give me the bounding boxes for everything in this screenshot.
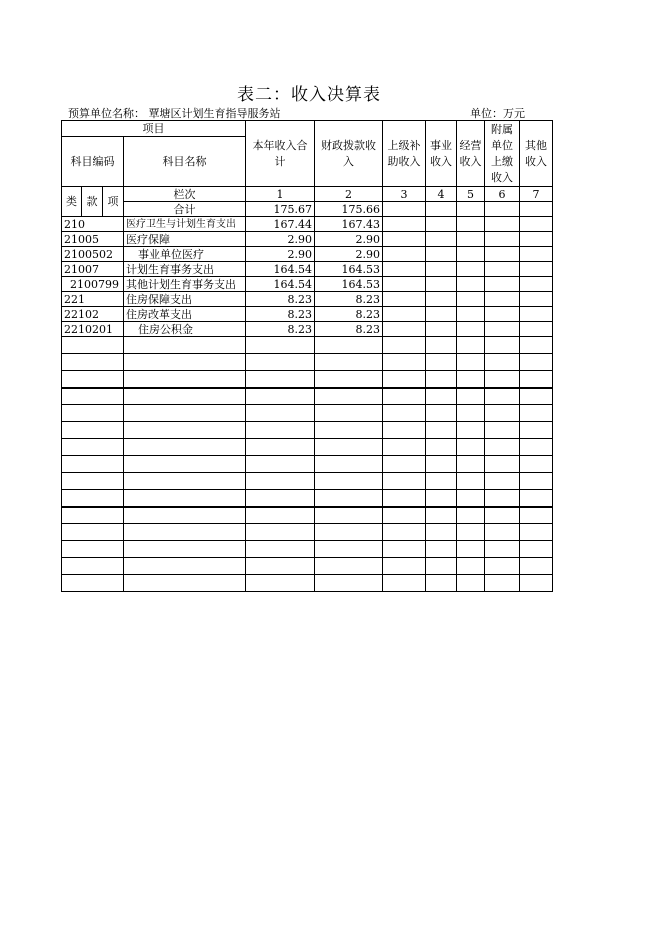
col-num-4: 4 (426, 187, 457, 202)
col-num-6: 6 (485, 187, 520, 202)
header-col1: 本年收入合计 (246, 121, 315, 187)
empty-row (62, 337, 553, 354)
row-col2: 164.53 (315, 277, 383, 292)
col-num-1: 1 (246, 187, 315, 202)
empty-row (62, 354, 553, 371)
table-row (62, 217, 553, 232)
empty-row (62, 456, 553, 473)
table-row (62, 277, 553, 292)
report-title: 表二：收入决算表 (237, 85, 381, 105)
row-col1: 167.44 (246, 217, 315, 232)
row-name: 医疗卫生与计划生育支出 (124, 217, 246, 232)
col-num-3: 3 (383, 187, 426, 202)
header-row-3 (62, 187, 553, 202)
total-col1: 175.67 (246, 202, 315, 217)
col-num-5: 5 (457, 187, 485, 202)
unit-name: 覃塘区计划生育指导服务站 (148, 107, 281, 120)
row-col2: 8.23 (315, 322, 383, 337)
row-col1: 2.90 (246, 247, 315, 262)
header-kuan: 款 (82, 187, 103, 217)
table-row (62, 292, 553, 307)
col-num-2: 2 (315, 187, 383, 202)
row-name: 事业单位医疗 (124, 247, 246, 262)
empty-row (62, 541, 553, 558)
header-col6: 附属单位上缴收入 (485, 121, 520, 187)
total-row (62, 202, 553, 217)
header-lei: 类 (62, 187, 82, 217)
row-col1: 164.54 (246, 277, 315, 292)
table-row (62, 247, 553, 262)
row-col1: 8.23 (246, 292, 315, 307)
header-row-1 (62, 121, 553, 137)
row-col2: 8.23 (315, 292, 383, 307)
row-name: 住房公积金 (124, 322, 246, 337)
row-code: 2100502 (62, 247, 124, 262)
row-col1: 164.54 (246, 262, 315, 277)
row-code: 2210201 (62, 322, 124, 337)
row-col2: 8.23 (315, 307, 383, 322)
empty-row (62, 575, 553, 592)
empty-row (62, 371, 553, 388)
empty-row (62, 524, 553, 541)
empty-row (62, 422, 553, 439)
header-col7: 其他收入 (520, 121, 553, 187)
empty-row (62, 405, 553, 422)
row-code: 21005 (62, 232, 124, 247)
row-col1: 8.23 (246, 322, 315, 337)
total-col2: 175.66 (315, 202, 383, 217)
header-col5: 经营收入 (457, 121, 485, 187)
header-col4: 事业收入 (426, 121, 457, 187)
header-project: 项目 (62, 121, 246, 137)
header-lanci: 栏次 (124, 187, 246, 202)
empty-row (62, 490, 553, 507)
row-col1: 2.90 (246, 232, 315, 247)
row-code: 221 (62, 292, 124, 307)
total-label: 合计 (124, 202, 246, 217)
table-row (62, 262, 553, 277)
col-num-7: 7 (520, 187, 553, 202)
row-col2: 2.90 (315, 232, 383, 247)
table-row (62, 322, 553, 337)
row-col2: 167.43 (315, 217, 383, 232)
empty-row (62, 558, 553, 575)
row-code: 21007 (62, 262, 124, 277)
empty-row (62, 388, 553, 405)
row-name: 住房改革支出 (124, 307, 246, 322)
header-name: 科目名称 (124, 137, 246, 187)
row-col2: 164.53 (315, 262, 383, 277)
row-name: 计划生育事务支出 (124, 262, 246, 277)
empty-row (62, 507, 553, 524)
unit-name-label: 预算单位名称： (68, 107, 145, 120)
row-code: 2100799 (62, 277, 124, 292)
row-code: 22102 (62, 307, 124, 322)
header-code: 科目编码 (62, 137, 124, 187)
header-xiang: 项 (103, 187, 124, 217)
row-name: 住房保障支出 (124, 292, 246, 307)
unit-name-line (68, 105, 281, 121)
header-col2: 财政拨款收入 (315, 121, 383, 187)
table-row (62, 232, 553, 247)
table-row (62, 307, 553, 322)
row-name: 其他计划生育事务支出 (124, 277, 246, 292)
row-code: 210 (62, 217, 124, 232)
header-col3: 上级补助收入 (383, 121, 426, 187)
row-col1: 8.23 (246, 307, 315, 322)
unit-label: 单位：万元 (470, 107, 525, 120)
income-table (61, 120, 553, 592)
empty-row (62, 473, 553, 490)
row-name: 医疗保障 (124, 232, 246, 247)
row-col2: 2.90 (315, 247, 383, 262)
empty-row (62, 439, 553, 456)
